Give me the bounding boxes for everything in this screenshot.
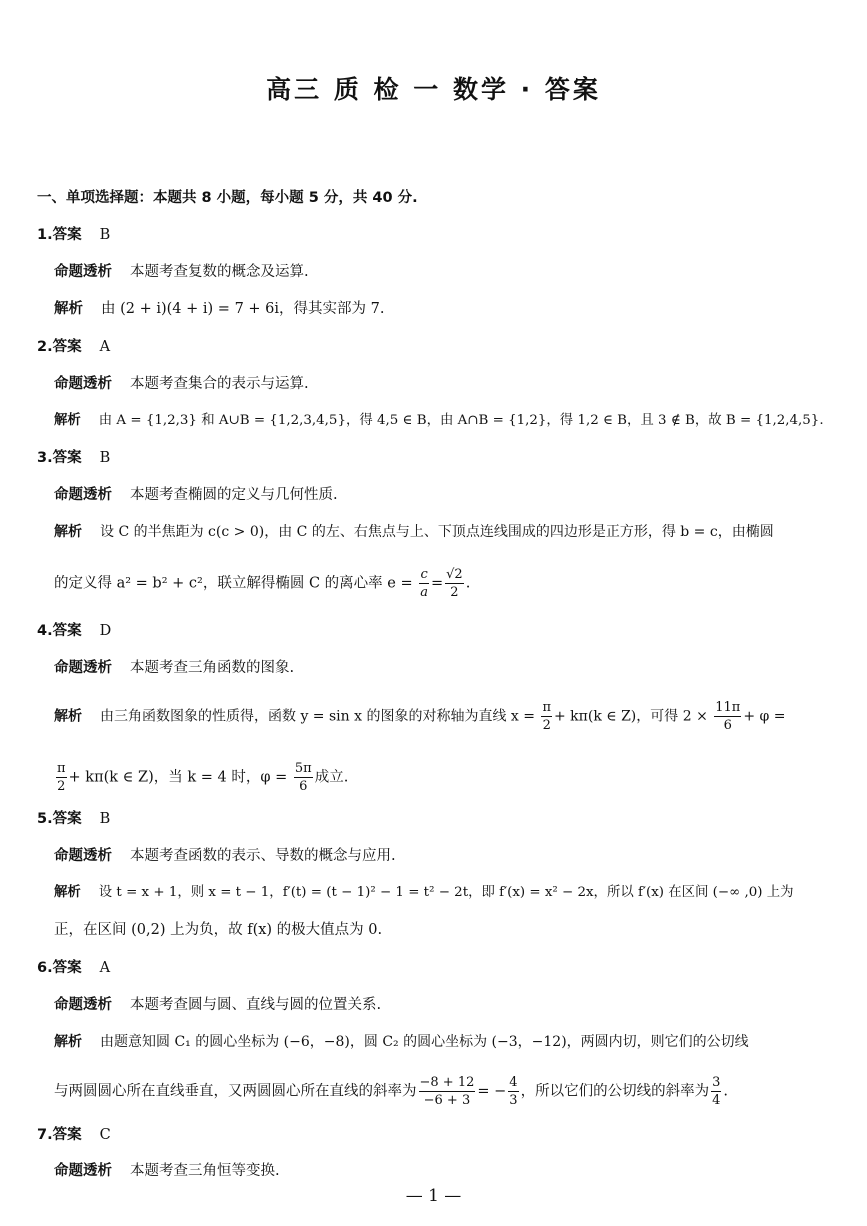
fraction-pi-over-2: $\frac{\pi}{2}$	[542, 700, 551, 733]
answer-label: 答案	[52, 339, 82, 355]
q2-focus-line	[54, 374, 309, 394]
q3-analysis-1: 设 C 的半焦距为 c(c > 0)，由 C 的左、右焦点与上、下顶点连线围成的四边形是正方形，得 b = c，由椭圆	[100, 524, 774, 540]
focus-label: 命题透析	[54, 264, 112, 280]
q4-answer-line	[37, 621, 111, 641]
q2-focus: 本题考查集合的表示与运算.	[130, 376, 309, 392]
answer-label: 答案	[52, 1127, 82, 1143]
focus-label: 命题透析	[54, 997, 112, 1013]
page-number: — 1 —	[405, 1186, 462, 1206]
analysis-label: 解析	[54, 413, 81, 428]
q3-number: 3.	[37, 450, 53, 466]
q5-focus-line	[54, 846, 396, 866]
fraction-pi-over-2: $\frac{\pi}{2}$	[57, 761, 66, 794]
q2-number: 2.	[37, 339, 53, 355]
q3-focus: 本题考查椭圆的定义与几何性质.	[130, 487, 338, 503]
section-heading: 一、单项选择题：本题共 8 小题，每小题 5 分，共 40 分.	[37, 190, 418, 206]
q4-focus: 本题考查三角函数的图象.	[130, 660, 295, 676]
q5-answer-line	[37, 809, 110, 829]
q3-analysis-line-2	[54, 566, 470, 601]
equals-minus: = −	[477, 1083, 507, 1100]
q5-number: 5.	[37, 811, 53, 827]
q5-analysis-2: 正，在区间 (0,2) 上为负，故 f(x) 的极大值点为 0.	[54, 922, 383, 938]
q3-analysis-line-1	[54, 522, 774, 542]
fraction-root2-over-2: $\frac{√2}{2}$	[446, 567, 463, 600]
q7-answer: C	[99, 1127, 111, 1143]
analysis-label: 解析	[54, 885, 81, 900]
q6-focus-line	[54, 995, 381, 1015]
q3-answer: B	[99, 450, 111, 466]
focus-label: 命题透析	[54, 487, 112, 503]
q4-analysis-line-2	[54, 760, 348, 795]
q4-analysis-end: 成立.	[314, 769, 349, 786]
q4-answer: D	[99, 623, 112, 639]
q7-focus: 本题考查三角恒等变换.	[130, 1163, 280, 1179]
fraction-4-over-3: $\frac{4}{3}$	[509, 1075, 518, 1108]
q3-analysis-2: 的定义得 a² = b² + c²，联立解得椭圆 C 的离心率 e =	[54, 575, 413, 592]
q6-answer-line	[37, 958, 110, 978]
answer-label: 答案	[52, 960, 82, 976]
period: .	[723, 1083, 728, 1100]
q6-number: 6.	[37, 960, 53, 976]
q7-number: 7.	[37, 1127, 53, 1143]
q5-answer: B	[99, 811, 111, 827]
q4-focus-line	[54, 658, 294, 678]
q2-answer: A	[99, 339, 111, 355]
q6-answer: A	[99, 960, 111, 976]
q1-focus-line	[54, 262, 309, 282]
q4-analysis-1: 由三角函数图象的性质得，函数 y = sin x 的图象的对称轴为直线 x =	[100, 708, 535, 725]
q6-focus: 本题考查圆与圆、直线与圆的位置关系.	[130, 997, 382, 1013]
q7-focus-line	[54, 1161, 280, 1181]
q4-analysis-tail: + φ =	[743, 708, 786, 725]
q5-analysis-line-1	[54, 883, 794, 903]
q1-focus: 本题考查复数的概念及运算.	[130, 264, 309, 280]
q4-analysis-2: + kπ(k ∈ Z)，当 k = 4 时，φ =	[68, 769, 288, 786]
focus-label: 命题透析	[54, 660, 112, 676]
q5-analysis-line-2	[54, 920, 382, 940]
focus-label: 命题透析	[54, 1163, 112, 1179]
q3-answer-line	[37, 448, 110, 468]
equals-sign: =	[430, 575, 444, 592]
q2-answer-line	[37, 337, 110, 357]
q7-answer-line	[37, 1125, 111, 1145]
answer-label: 答案	[52, 450, 82, 466]
q3-focus-line	[54, 485, 338, 505]
focus-label: 命题透析	[54, 848, 112, 864]
q6-analysis-mid: ，所以它们的公切线的斜率为	[520, 1083, 710, 1100]
q5-analysis-1: 设 t = x + 1，则 x = t − 1，f′(t) = (t − 1)² − 1 = t² − 2t，即 f′(x) = x² − 2x，所以 f′(x) 在区间 (−∞ ,0) 上为	[98, 885, 794, 900]
q4-number: 4.	[37, 623, 53, 639]
q4-analysis-mid: + kπ(k ∈ Z)，可得 2 ×	[554, 708, 708, 725]
fraction-3-over-4: $\frac{3}{4}$	[712, 1075, 721, 1108]
fraction-11pi-over-6: $\frac{11\pi}{6}$	[715, 700, 741, 733]
fraction-5pi-over-6: $\frac{5\pi}{6}$	[294, 761, 312, 794]
analysis-label: 解析	[54, 524, 82, 540]
q6-analysis-2: 与两圆圆心所在直线垂直，又两圆圆心所在直线的斜率为	[54, 1083, 417, 1100]
q1-number: 1.	[37, 227, 53, 243]
q2-analysis-line	[54, 411, 824, 431]
analysis-label: 解析	[54, 708, 82, 725]
focus-label: 命题透析	[54, 376, 112, 392]
analysis-label: 解析	[54, 1034, 82, 1050]
period: .	[465, 575, 471, 592]
q6-analysis-line-2	[54, 1074, 728, 1109]
fraction-c-over-a: $\frac{c}{a}$	[420, 567, 428, 600]
q1-analysis: 由 (2 + i)(4 + i) = 7 + 6i，得其实部为 7.	[101, 301, 385, 317]
fraction-slope: $\frac{-8 + 12}{-6 + 3}$	[419, 1075, 475, 1108]
answer-label: 答案	[52, 227, 82, 243]
answer-label: 答案	[52, 623, 82, 639]
q1-analysis-line	[54, 299, 384, 319]
answer-label: 答案	[52, 811, 82, 827]
page-title: 高三 质 检 一 数学 · 答案	[266, 75, 601, 104]
q2-analysis: 由 A = {1,2,3} 和 A∪B = {1,2,3,4,5}，得 4,5 ∈ B，由 A∩B = {1,2}，得 1,2 ∈ B，且 3 ∉ B，故 B = {1,2,4,5}.	[98, 413, 824, 428]
q6-analysis-1: 由题意知圆 C₁ 的圆心坐标为 (−6，−8)，圆 C₂ 的圆心坐标为 (−3，−12)，两圆内切，则它们的公切线	[100, 1034, 749, 1050]
q4-analysis-line-1	[54, 699, 786, 734]
q6-analysis-line-1	[54, 1032, 749, 1052]
analysis-label: 解析	[54, 301, 83, 317]
q1-answer: B	[99, 227, 111, 243]
q5-focus: 本题考查函数的表示、导数的概念与应用.	[130, 848, 396, 864]
q1-answer-line	[37, 225, 110, 245]
